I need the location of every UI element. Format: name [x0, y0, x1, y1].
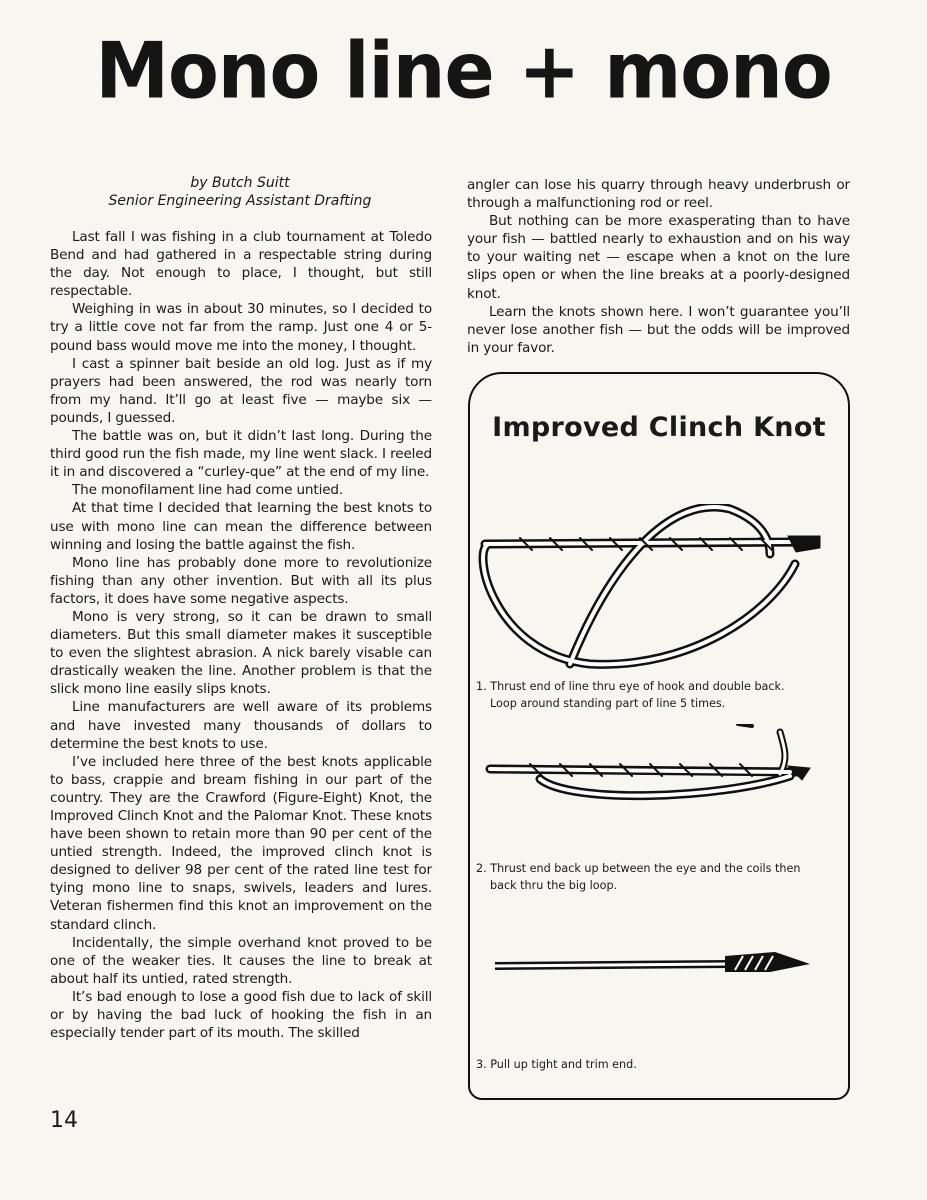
paragraph: The monofilament line had come untied. [72, 482, 344, 499]
page-number: 14 [50, 1108, 78, 1133]
author: by Butch Suitt [190, 175, 290, 191]
paragraph: At that time I decided that learning the best knots to use with mono line can mean the difference between winning and losing the battle against the fish. [50, 500, 432, 553]
knot-step-3-illustration [470, 934, 848, 984]
paragraph: angler can lose his quarry through heavy underbrush or through a malfunctioning rod or reel. [467, 177, 850, 212]
knot-step-1-illustration [470, 504, 848, 674]
paragraph: Weighing in was in about 30 minutes, so I decided to try a little cove not far from the ramp. Just one 4 or 5-pound bass would move me into the money, I thought. [50, 301, 432, 354]
knot-step-2-illustration [470, 724, 848, 834]
author-role: Senior Engineering Assistant Drafting [108, 193, 372, 209]
byline [50, 174, 430, 210]
paragraph: Incidentally, the simple overhand knot proved to be one of the weaker ties. It causes the line to break at about half its untied, rated strength. [50, 934, 432, 987]
paragraph: Line manufacturers are well aware of its problems and have invested many thousands of dollars to determine the best knots to use. [50, 699, 432, 752]
knot-step-3-caption: 3. Pull up tight and trim end. [476, 1058, 637, 1071]
paragraph: I cast a spinner bait beside an old log. Just as if my prayers had been answered, the rod was nearly torn from my hand. It’ll go at least five — maybe six — pounds, I guessed. [50, 355, 432, 426]
left-column [50, 228, 432, 1042]
paragraph: It’s bad enough to lose a good fish due to lack of skill or by having the bad luck of hooking the fish in an especially tender part of its mouth. The skilled [50, 988, 432, 1042]
paragraph: I’ve included here three of the best knots applicable to bass, crappie and bream fishing in our part of the country. They are the Crawford (Figure-Eight) Knot, the Improved Clinch Knot and the Palomar Knot. These knots have been shown to retain more than 90 per cent of the untied strength. Indeed, the improved clinch knot is designed to deliver 98 per cent of the rated line test for tying mono line to snaps, swivels, leaders and lures. Veteran fishermen find this knot an improvement on the standard clinch. [50, 753, 432, 933]
knot-step-1-caption: 1. Thrust end of line thru eye of hook and double back. Loop around standing part of line 5 times. [476, 680, 785, 710]
paragraph: Mono line has probably done more to revolutionize fishing than any other invention. But with all its plus factors, it does have some negative aspects. [50, 554, 432, 607]
knot-box-title: Improved Clinch Knot [492, 412, 826, 443]
paragraph: Mono is very strong, so it can be drawn to small diameters. But this small diameter makes it susceptible to even the slightest abrasion. A nick barely visable can drastically weaken the line. Another problem is that the slick mono line easily slips knots. [50, 608, 432, 698]
knot-step-2-caption: 2. Thrust end back up between the eye and the coils then back thru the big loop. [476, 862, 801, 892]
paragraph: The battle was on, but it didn’t last long. During the third good run the fish made, my line went slack. I reeled it in and discovered a “curley-que” at the end of my line. [50, 428, 432, 481]
right-column [467, 176, 850, 357]
knot-diagram-box [468, 372, 850, 1100]
paragraph: Last fall I was fishing in a club tournament at Toledo Bend and had gathered in a respectable string during the day. Not enough to place, I thought, but still respectable. [50, 229, 432, 300]
paragraph: Learn the knots shown here. I won’t guarantee you’ll never lose another fish — but the odds will be improved in your favor. [467, 303, 850, 356]
paragraph: But nothing can be more exasperating than to have your fish — battled nearly to exhaustion and on his way to your waiting net — escape when a knot on the lure slips open or when the line breaks at a poorly-designed knot. [467, 213, 850, 302]
article-title: Mono line + mono [95, 25, 832, 117]
